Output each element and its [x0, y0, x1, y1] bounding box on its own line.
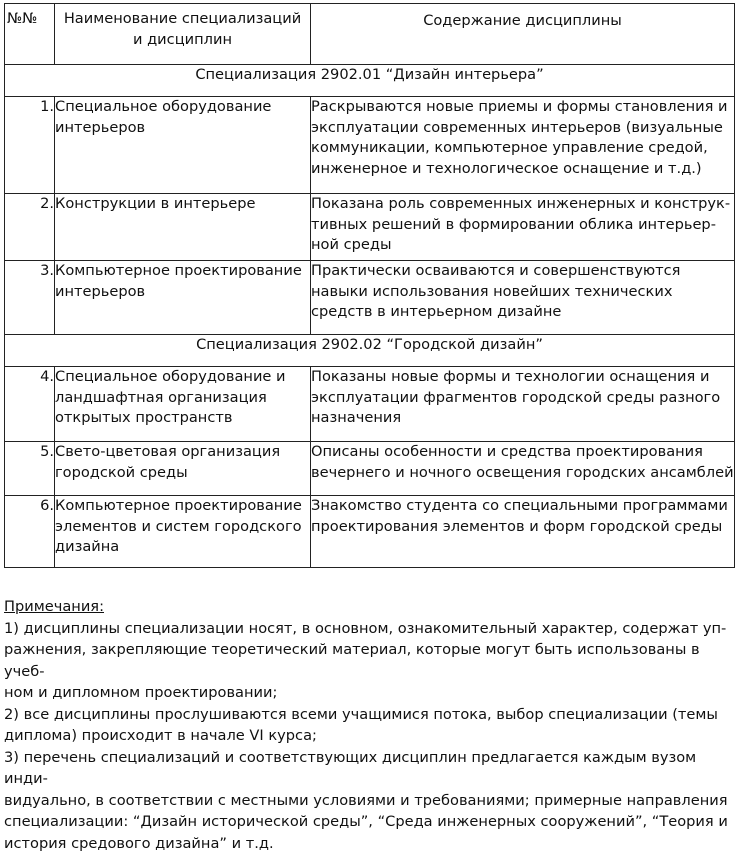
table-header-row [5, 4, 735, 65]
header-name: Наименование специализаций и дисциплин [55, 4, 311, 65]
table-row [5, 442, 735, 496]
row-title: Компьютерное проектирование элементов и систем городского дизайна [55, 496, 311, 568]
row-title: Специальное оборудование интерьеров [55, 97, 311, 194]
note-item: 1) дисциплины специализации носят, в основном, ознакомительный характер, содержат уп- ражнения, закрепляющие теоретический материал, которые могут быть использованы в учеб- ном и дипломном проектировании; [4, 618, 736, 704]
disciplines-table [4, 3, 735, 568]
row-number: 6. [5, 496, 55, 568]
section-title-urban: Специализация 2902.02 “Городской дизайн” [5, 335, 735, 367]
row-title: Свето-цветовая организация городской среды [55, 442, 311, 496]
row-description: Показана роль современных инженерных и конструк- тивных решений в формировании облика интерьер- ной среды [311, 194, 735, 261]
header-number: №№ [5, 4, 55, 65]
row-number: 3. [5, 261, 55, 335]
table-row [5, 496, 735, 568]
row-number: 5. [5, 442, 55, 496]
notes-section [4, 596, 736, 854]
row-title: Компьютерное проектирование интерьеров [55, 261, 311, 335]
row-description: Описаны особенности и средства проектирования вечернего и ночного освещения городских ансамблей [311, 442, 735, 496]
row-number: 4. [5, 367, 55, 442]
section-row [5, 65, 735, 97]
row-title: Специальное оборудование и ландшафтная организация открытых пространств [55, 367, 311, 442]
row-description: Раскрываются новые приемы и формы становления и эксплуатации современных интерьеров (визуальные коммуникации, компьютерное управление средой, инженерное и технологическое оснащение и т.д.) [311, 97, 735, 194]
note-item: 3) перечень специализаций и соответствующих дисциплин предлагается каждым вузом инди- видуально, в соответствии с местными условиями и требованиями; примерные направления специализации: “Дизайн исторической среды”, “Среда инженерных сооружений”, “Теория и история средового дизайна” и т.д. [4, 747, 736, 854]
row-number: 1. [5, 97, 55, 194]
table-row [5, 367, 735, 442]
notes-title: Примечания: [4, 596, 736, 618]
row-title: Конструкции в интерьере [55, 194, 311, 261]
row-number: 2. [5, 194, 55, 261]
table-row [5, 194, 735, 261]
note-item: 2) все дисциплины прослушиваются всеми учащимися потока, выбор специализации (темы диплома) происходит в начале VI курса; [4, 704, 736, 747]
row-description: Практически осваиваются и совершенствуются навыки использования новейших технических средств в интерьерном дизайне [311, 261, 735, 335]
header-content: Содержание дисциплины [311, 4, 735, 65]
row-description: Показаны новые формы и технологии оснащения и эксплуатации фрагментов городской среды разного назначения [311, 367, 735, 442]
table-row [5, 97, 735, 194]
table-row [5, 261, 735, 335]
section-row [5, 335, 735, 367]
row-description: Знакомство студента со специальными программами проектирования элементов и форм городской среды [311, 496, 735, 568]
section-title-interior: Специализация 2902.01 “Дизайн интерьера” [5, 65, 735, 97]
